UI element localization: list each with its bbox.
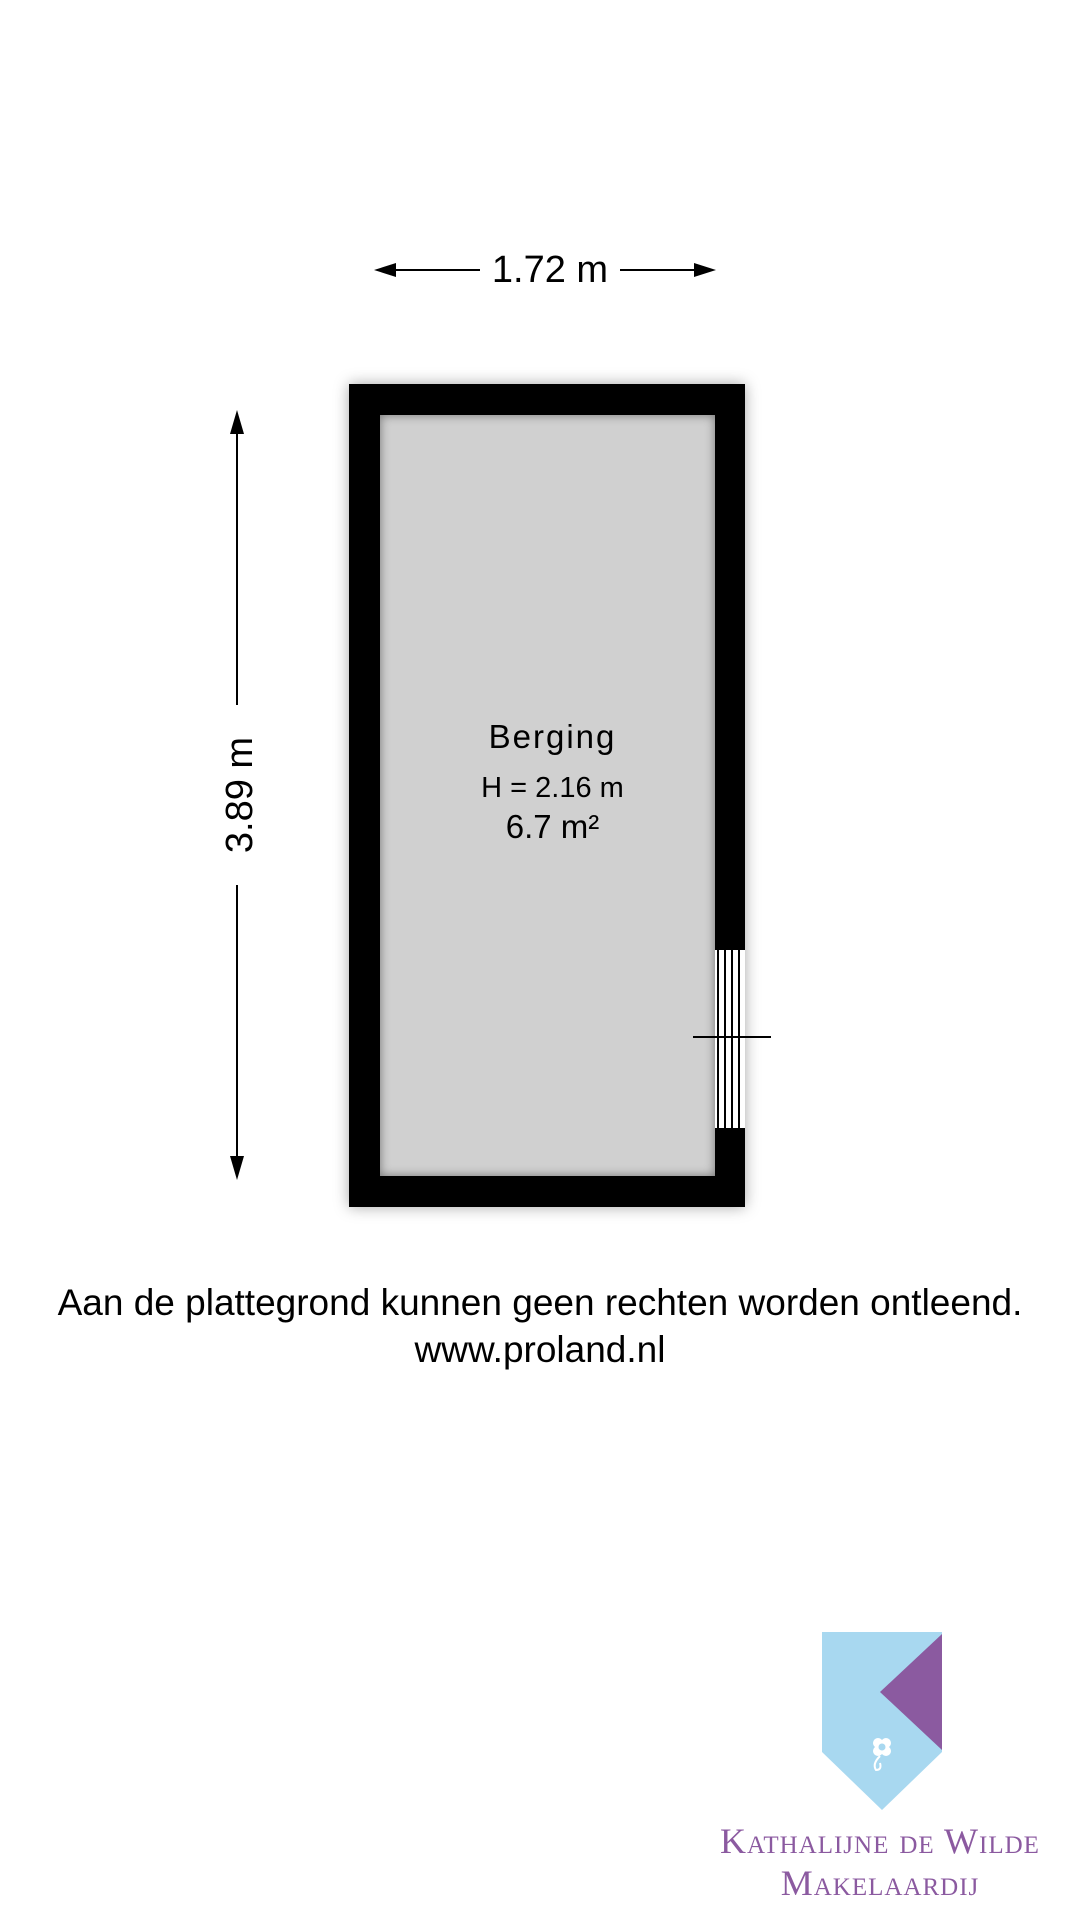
logo-name: Kathalijne de Wilde: [720, 1821, 1040, 1861]
window: [715, 950, 745, 1128]
disclaimer-text: Aan de plattegrond kunnen geen rechten worden ontleend.: [57, 1282, 1023, 1323]
website-text: www.proland.nl: [414, 1329, 666, 1370]
arrow-left-icon: [374, 263, 396, 277]
window-pane-line: [731, 950, 733, 1128]
window-pane-line: [717, 950, 719, 1128]
arrow-down-icon: [230, 1156, 244, 1180]
window-center-mark: [693, 1036, 771, 1038]
logo-shield: [820, 1632, 944, 1812]
window-pane-line: [724, 950, 726, 1128]
flower-icon: [873, 1738, 891, 1756]
arrow-up-icon: [230, 410, 244, 434]
room-name: Berging: [488, 718, 617, 755]
logo-subtitle: Makelaardij: [780, 1863, 980, 1903]
window-pane-line: [738, 950, 740, 1128]
room-height: H = 2.16 m: [481, 772, 624, 804]
height-dimension-label: 3.89 m: [215, 705, 265, 885]
width-dimension-label: 1.72 m: [480, 245, 620, 295]
arrow-right-icon: [694, 263, 716, 277]
room-area: 6.7 m²: [505, 808, 600, 845]
